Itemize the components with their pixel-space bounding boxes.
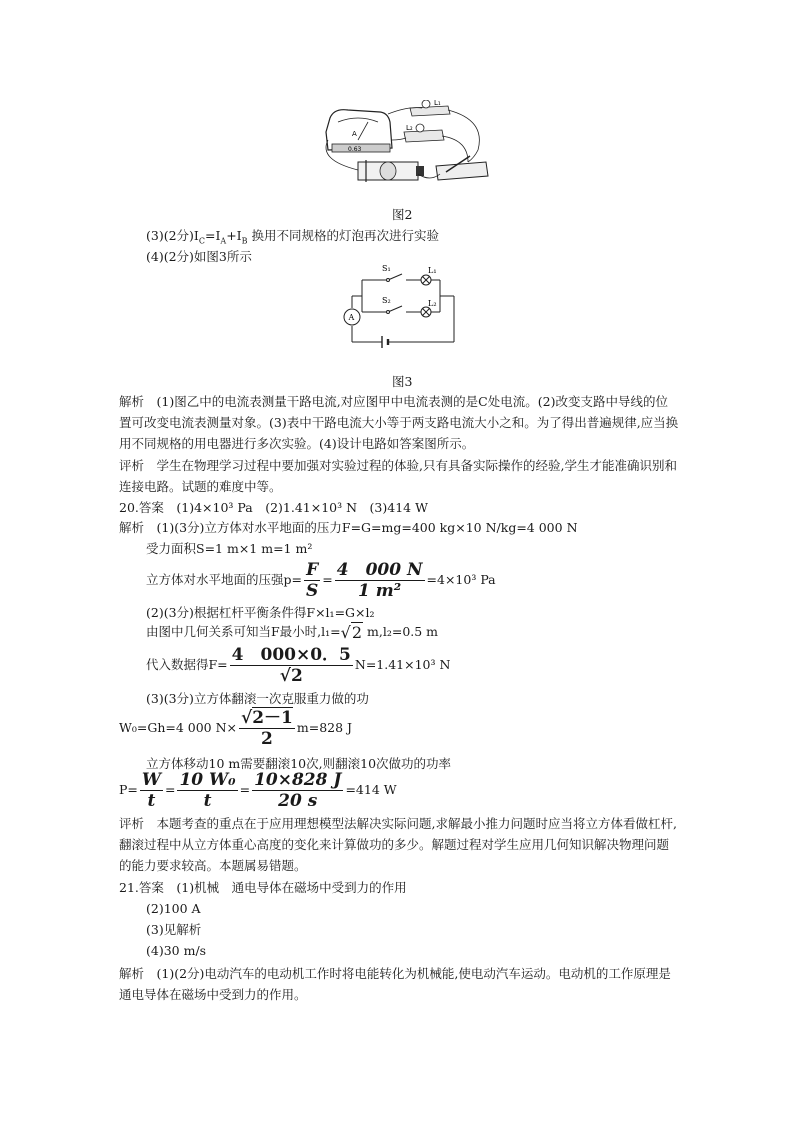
- equals: =: [239, 782, 251, 797]
- eq-mid: =I: [204, 228, 221, 243]
- sub-b: B: [241, 236, 248, 246]
- comment-19: 评析 学生在物理学习过程中要加强对实验过程的体验,只有具备实际操作的经验,学生才能准确识别和连接电路。试题的难度中等。: [119, 458, 677, 494]
- fraction-10x828j-over-20s: [252, 770, 343, 811]
- sqrt-value: 2: [290, 665, 303, 686]
- sqrt-value: 2: [351, 622, 363, 642]
- analysis-20-line-1: 解析 (1)(3分)立方体对水平地面的压力F=G=mg=400 kg×10 N/kg=4 000 N: [119, 520, 578, 535]
- fraction-4000n-over-1m2: [335, 560, 425, 601]
- analysis-20-line-8: [119, 706, 352, 750]
- answer-21-part-2: (2)100 A: [146, 901, 201, 916]
- figure-2-caption: 图2: [392, 207, 413, 222]
- frac-num: 4 000×0．5: [231, 644, 351, 665]
- answer-19-part-3: [146, 228, 439, 250]
- fraction-f-over-s: [304, 560, 320, 601]
- fraction-force: [230, 645, 353, 686]
- analysis-20-line-6: [146, 644, 450, 686]
- fraction-work: [239, 708, 295, 749]
- ammeter-label: A: [352, 130, 357, 138]
- frac-den: 1 m²: [358, 580, 402, 601]
- pressure-text: 立方体对水平地面的压强p=: [146, 572, 302, 587]
- analysis-20-line-7: (3)(3分)立方体翻滚一次克服重力做的功: [146, 691, 369, 706]
- analysis-21: 解析 (1)(2分)电动汽车的电动机工作时将电能转化为机械能,使电动汽车运动。电动机的工作原理是通电导体在磁场中受到力的作用。: [119, 966, 671, 1002]
- analysis-20-line-9: 立方体移动10 m需要翻滚10次,则翻滚10次做功的功率: [146, 756, 452, 771]
- answer-21-part-4: (4)30 m/s: [146, 943, 207, 958]
- frac-num: F: [306, 559, 319, 580]
- sub-c: C: [198, 236, 205, 246]
- switch-s2-label: S₂: [382, 296, 391, 305]
- lamp-l2-label: L₂: [428, 299, 437, 308]
- analysis-19: 解析 (1)图乙中的电流表测量干路电流,对应图甲中电流表测的是C处电流。(2)改变支路中导线的位置可改变电流表测量对象。(3)表中干路电流大小等于两支路电流大小之和。为了得出普遍规律,应当换用不同规格的用电器进行多次实验。(4)设计电路如答案图所示。: [119, 394, 679, 451]
- power-result: =414 W: [345, 782, 397, 797]
- lamp-l2-label: L₂: [406, 124, 413, 132]
- answer-19-part-3-text: 换用不同规格的灯泡再次进行实验: [247, 228, 439, 243]
- frac-den: t: [203, 790, 212, 811]
- answer-21-part-3: (3)见解析: [146, 922, 202, 937]
- fraction-w-over-t: [140, 770, 163, 811]
- fraction-10w0-over-t: [177, 770, 237, 811]
- force-text: 代入数据得F=: [146, 657, 228, 672]
- ammeter-label: A: [348, 313, 355, 322]
- work-result: m=828 J: [296, 720, 353, 735]
- analysis-20-line-2: 受力面积S=1 m×1 m=1 m²: [146, 541, 313, 556]
- work-text: W₀=Gh=4 000 N×: [119, 720, 238, 735]
- frac-num: 10 W₀: [179, 769, 236, 790]
- frac-num: W: [141, 769, 161, 790]
- sqrt-value: 2－1: [252, 707, 293, 728]
- eq-plus: +I: [226, 228, 242, 243]
- equals: =: [322, 572, 333, 587]
- analysis-20-line-4: (2)(3分)根据杠杆平衡条件得F×l₁=G×l₂: [146, 605, 375, 620]
- comment-20: 评析 本题考查的重点在于应用理想模型法解决实际问题,求解最小推力问题时应当将立方体看做杠杆,翻滚过程中从立方体重心高度的变化来计算做功的多少。解题过程对学生应用几何知识解决物理问题的能力要求较高。本题属易错题。: [119, 816, 677, 873]
- analysis-20-line-10: [119, 766, 397, 814]
- l2-text: m,l₂=0.5 m: [363, 624, 439, 639]
- analysis-20-line-5: [146, 624, 438, 641]
- frac-den: √2: [279, 665, 303, 686]
- figure-3-circuit-diagram: [342, 262, 464, 350]
- sub-a: A: [220, 236, 227, 246]
- lamp-l1-label: L₁: [434, 100, 441, 107]
- ammeter-scale-label: 0.63: [348, 146, 362, 153]
- figure-2-circuit-photo: [318, 100, 490, 188]
- l1-text: 由图中几何关系可知当F最小时,l₁=: [146, 624, 341, 639]
- frac-den: S: [305, 580, 319, 601]
- force-result: N=1.41×10³ N: [354, 657, 451, 672]
- frac-num: 4 000 N: [336, 559, 423, 580]
- frac-num: 10×828 J: [254, 769, 342, 790]
- frac-den: 20 s: [278, 790, 318, 811]
- frac-den: 2: [261, 728, 273, 749]
- switch-s1-label: S₁: [382, 264, 391, 273]
- frac-num: √2－1: [241, 707, 293, 728]
- answer-19-part-4: (4)(2分)如图3所示: [146, 249, 252, 264]
- answer-19-part-3-prefix: (3)(2分)I: [146, 228, 199, 243]
- pressure-result: =4×10³ Pa: [426, 572, 496, 587]
- figure-3-caption: 图3: [392, 374, 413, 389]
- frac-den: t: [147, 790, 156, 811]
- equals: =: [164, 782, 176, 797]
- power-text: P=: [119, 782, 138, 797]
- lamp-l1-label: L₁: [428, 266, 437, 275]
- answer-21: 21.答案 (1)机械 通电导体在磁场中受到力的作用: [119, 880, 407, 895]
- analysis-20-line-3: [146, 560, 496, 600]
- sqrt-2: √2: [340, 622, 363, 642]
- answer-20: 20.答案 (1)4×10³ Pa (2)1.41×10³ N (3)414 W: [119, 500, 428, 515]
